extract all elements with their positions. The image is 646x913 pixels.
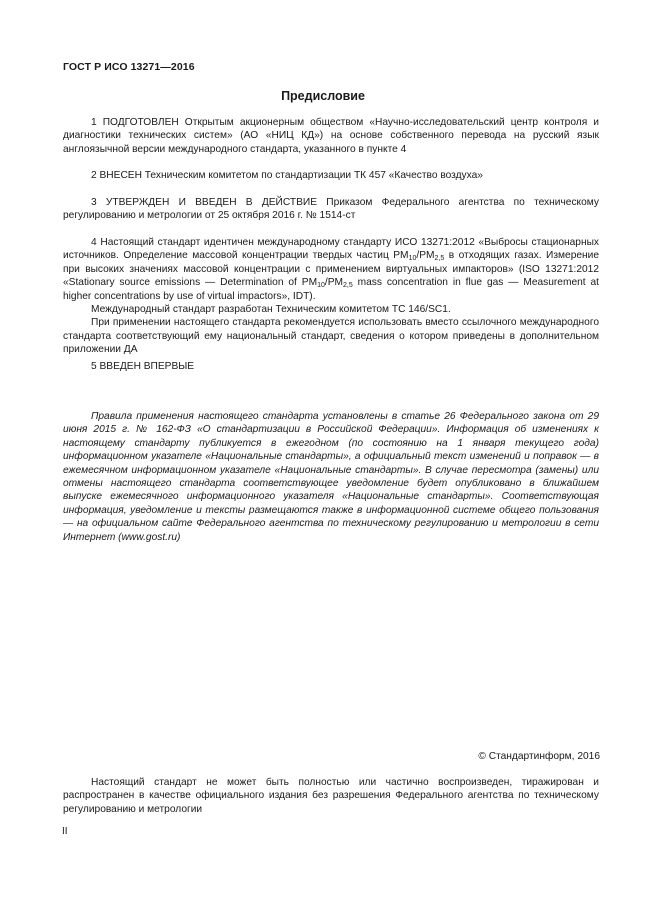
item-4-committee: Международный стандарт разработан Техническим комитетом TC 146/SC1. <box>91 304 451 316</box>
item-5-text: 5 ВВЕДЕН ВПЕРВЫЕ <box>91 361 195 372</box>
item-4-reference: При применении настоящего стандарта рекомендуется использовать вместо ссылочного международного стандарта соответствующий ему национальный стандарт, сведения о котором приведены в дополнительном приложении ДА <box>63 317 599 356</box>
item-1-text: 1 ПОДГОТОВЛЕН Открытым акционерным обществом «Научно-исследовательский центр контроля и диагностики технических систем» (АО «НИЦ КД») на основе собственного перевода на русский язык англоязычной версии международного стандарта, указанного в пункте 4 <box>63 117 599 155</box>
page-title: Предисловие <box>281 89 365 103</box>
page-number: II <box>62 826 68 837</box>
item-3-text: 3 УТВЕРЖДЕН И ВВЕДЕН В ДЕЙСТВИЕ Приказом Федерального агентства по техническому регулированию и метрологии от 25 октября 2016 г. № 1514-ст <box>63 197 599 222</box>
document-code: ГОСТ Р ИСО 13271—2016 <box>63 61 195 73</box>
legal-block <box>63 776 599 816</box>
item-2 <box>63 169 599 182</box>
item-1 <box>63 116 599 156</box>
notice-block <box>63 410 599 544</box>
item-5 <box>63 360 599 373</box>
copyright: © Стандартинформ, 2016 <box>478 751 600 762</box>
notice-text: Правила применения настоящего стандарта установлены в статье 26 Федерального закона от 29 июня 2015 г. № 162-ФЗ «О стандартизации в Российской Федерации». Информация об изменениях к настоящему стандарту публикуется в ежегодном (по состоянию на 1 января текущего года) информационном указателе «Национальные стандарты», а официальный текст изменений и поправок — в ежемесячном информационном указателе «Национальные стандарты». В случае пересмотра (замены) или отмены настоящего стандарта соответствующее уведомление будет опубликовано в ближайшем выпуске ежемесячного информационного указателя «Национальные стандарты». Соответствующая информация, уведомление и тексты размещаются также в информационной системе общего пользования — на официальном сайте Федерального агентства по техническому регулированию и метрологии в сети Интернет (www.gost.ru) <box>63 411 599 543</box>
legal-text: Настоящий стандарт не может быть полностью или частично воспроизведен, тиражирован и распространен в качестве официального издания без разрешения Федерального агентства по техническому регулированию и метрологии <box>63 777 599 815</box>
item-4 <box>63 236 599 357</box>
item-2-text: 2 ВНЕСЕН Техническим комитетом по стандартизации ТК 457 «Качество воздуха» <box>91 170 483 181</box>
item-3 <box>63 196 599 223</box>
item-4-text: 4 Настоящий стандарт идентичен международному стандарту ИСО 13271:2012 «Выбросы стационарных источников. Определение массовой концентрации твердых частиц $PM_{10}/PM_{2,5}$ в отходящих газах. Измерение при высоких значениях массовой концентрации с применением виртуальных импакторов» (ISO 13271:2012 «Stationary source emissions — Determination of $PM_{10}/PM_{2,5}$ mass concentration in flue gas — Measurement at higher concentrations by use of virtual impactors», IDT). <box>63 237 600 302</box>
